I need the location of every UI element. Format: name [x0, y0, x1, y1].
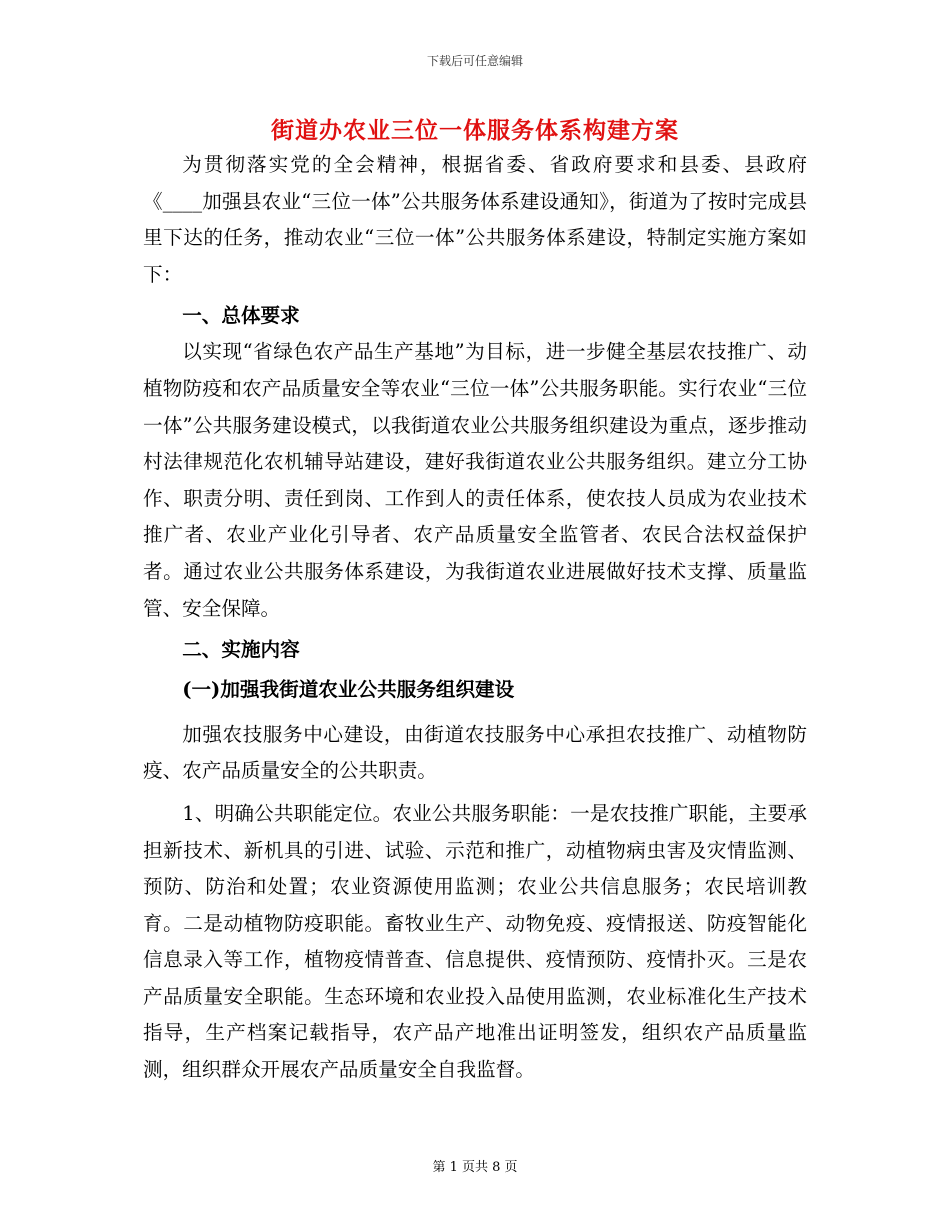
document-body: [143, 147, 807, 1089]
overall-requirements-paragraph: 以实现“省绿色农产品生产基地”为目标，进一步健全基层农技推广、动植物防疫和农产品质量安全等农业“三位一体”公共服务职能。实行农业“三位一体”公共服务建设模式，以我街道农业公共服务组织建设为重点，逐步推动村法律规范化农机辅导站建设，建好我街道农业公共服务组织。建立分工协作、职责分明、责任到岗、工作到人的责任体系，使农技人员成为农业技术推广者、农业产业化引导者、农产品质量安全监管者、农民合法权益保护者。通过农业公共服务体系建设，为我街道农业进展做好技术支撑、质量监管、安全保障。: [143, 340, 807, 620]
organization-paragraph: 加强农技服务中心建设，由街道农技服务中心承担农技推广、动植物防疫、农产品质量安全的公共职责。: [143, 722, 807, 783]
page-number-footer: 第 1 页共 8 页: [432, 1160, 518, 1175]
document-title: 街道办农业三位一体服务体系构建方案: [271, 117, 679, 144]
subsection-heading-organization: (一)加强我街道农业公共服务组织建设: [182, 678, 515, 702]
section-heading-overall-requirements: 一、总体要求: [182, 304, 300, 328]
intro-paragraph: 为贯彻落实党的全会精神，根据省委、省政府要求和县委、县政府《____加强县农业“三位一体”公共服务体系建设通知》，街道为了按时完成县里下达的任务，推动农业“三位一体”公共服务体系建设，特制定实施方案如下：: [143, 153, 807, 286]
section-heading-implementation: 二、实施内容: [182, 638, 300, 662]
public-functions-paragraph: 1、明确公共职能定位。农业公共服务职能：一是农技推广职能，主要承担新技术、新机具的引进、试验、示范和推广，动植物病虫害及灾情监测、预防、防治和处置；农业资源使用监测；农业公共信息服务；农民培训教育。二是动植物防疫职能。畜牧业生产、动物免疫、疫情报送、防疫智能化信息录入等工作，植物疫情普查、信息提供、疫情预防、疫情扑灭。三是农产品质量安全职能。生态环境和农业投入品使用监测，农业标准化生产技术指导，生产档案记载指导，农产品产地准出证明签发，组织农产品质量监测，组织群众开展农产品质量安全自我监督。: [143, 801, 807, 1082]
header-note: 下载后可任意编辑: [426, 54, 523, 68]
